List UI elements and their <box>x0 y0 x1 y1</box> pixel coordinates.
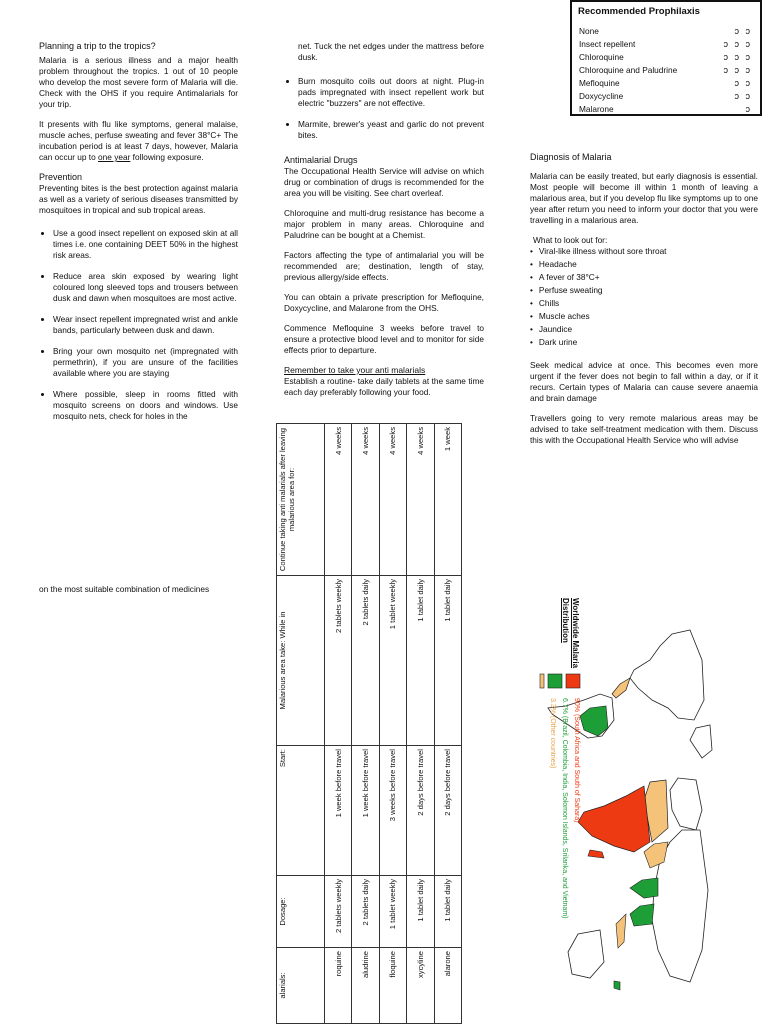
remote-travel-paragraph: Travellers going to very remote malarious areas may be advised to take self-treatment medication with them. Discuss this with the Occupational Health Service who will advise <box>530 413 758 445</box>
intro-paragraph: Malaria is a serious illness and a major health problem throughout the tropics. 1 out of 10 people who develop the most severe form of Malaria will die. Check with the OHS if you require Antimalarials for your trip. <box>39 55 238 109</box>
dosage-table-panel <box>276 427 462 1024</box>
table-cell: roquine <box>324 948 351 1024</box>
table-cell: 1 tablet daily <box>407 876 434 948</box>
prevention-paragraph: Preventing bites is the best protection against malaria as well as a variety of serious diseases transmitted by mosquitoes in tropical and sub tropical areas. <box>39 183 238 215</box>
look-out-label: What to look out for: <box>533 235 608 245</box>
table-cell: 3 weeks before travel <box>379 746 406 876</box>
table-header-row <box>277 424 325 1024</box>
table-cell: 1 week <box>434 424 461 576</box>
prophylaxis-row <box>572 77 760 90</box>
tick-icon: ↄ ↄ <box>734 78 752 88</box>
net-continuation: net. Tuck the net edges under the mattress before dusk. <box>298 41 484 62</box>
drugs-paragraph-4: You can obtain a private prescription for Mefloquine, Doxycycline, and Malarone from the OHS. <box>284 292 484 313</box>
symptom-list <box>530 246 758 348</box>
table-cell: 2 days before travel <box>407 746 434 876</box>
table-cell: 1 tablet weekly <box>379 876 406 948</box>
table-cell: 2 tablets daily <box>352 576 379 746</box>
table-cell: xycyline <box>407 948 434 1024</box>
legend-text-orange: 3.3% (Other countries) <box>549 698 556 769</box>
prophylaxis-title: Recommended Prophilaxis <box>578 6 700 17</box>
list-item: • Viral-like illness without sore throat <box>530 246 758 257</box>
africa-subsahara-shape <box>578 786 650 852</box>
list-item: • Reduce area skin exposed by wearing light coloured long sleeved tops and trousers between dusk and dawn when mosquitoes are most active. <box>53 271 238 304</box>
symptoms-text-a: It presents with flu like symptoms, general malaise, muscle aches, perfuse sweating and fever 38°C+ The incubation period is at least 7 days, however, Malaria can occur up to <box>39 119 238 162</box>
list-item: • Wear insect repellent impregnated wrist and ankle bands, particularly between dusk and dawn. <box>53 314 238 336</box>
seek-advice-paragraph: Seek medical advice at once. This becomes even more urgent if the fever does not begin to fall within a day, or if it recurs. Certain types of Malaria can cause severe anaemia and brain damage <box>530 360 758 403</box>
list-item: • Marmite, brewer's yeast and garlic do not prevent bites. <box>298 119 484 141</box>
table-cell: 2 tablets weekly <box>324 876 351 948</box>
list-item: • Jaundice <box>530 324 758 335</box>
list-item: • A fever of 38°C+ <box>530 272 758 283</box>
legend-text-green: 6.7% (Brazil, Colombia, India, Solomon Islands, Srilanka, and Vietnam) <box>561 698 568 919</box>
prevention-list-cont <box>284 76 484 141</box>
north-america-shape <box>630 630 704 720</box>
table-cell: 1 tablet weekly <box>379 576 406 746</box>
tick-icon: ↄ ↄ ↄ <box>723 39 752 49</box>
diagnosis-paragraph: Malaria can be easily treated, but early diagnosis is essential. Most people will become ill within 1 month of leaving a malarious area, but if you develop flu like symptoms up to one year after return you need to inform your doctor that you were travelling in a malarious area. <box>530 171 758 225</box>
table-cell: 2 tablets daily <box>352 876 379 948</box>
table-row <box>324 424 351 1024</box>
heading-prevention: Prevention <box>39 172 83 182</box>
prophylaxis-label: Chloroquine <box>579 52 624 62</box>
malaria-map-rotated <box>540 590 730 1024</box>
column-right <box>530 152 758 455</box>
prophylaxis-row <box>572 51 760 64</box>
prevention-list <box>39 228 238 422</box>
prophylaxis-label: Malarone <box>579 104 614 114</box>
table-header: Continue taking anti malarials after leaving malarious area for: <box>277 424 325 576</box>
prophylaxis-label: Doxycycline <box>579 91 624 101</box>
table-header: Malarious area take: While in <box>277 576 325 746</box>
table-cell: 1 tablet daily <box>434 876 461 948</box>
table-cell: alarone <box>434 948 461 1024</box>
dosage-table-rotated <box>276 427 462 1024</box>
prophylaxis-box <box>570 0 762 116</box>
legend-swatch-orange <box>540 674 544 688</box>
madagascar-shape <box>588 850 604 858</box>
table-cell: 1 tablet daily <box>434 576 461 746</box>
drugs-paragraph-1: The Occupational Health Service will advise on which drug or combination of drugs is recommended for the area you will be visiting. See chart overleaf. <box>284 166 484 198</box>
table-cell: 1 tablet daily <box>407 576 434 746</box>
prophylaxis-row <box>572 64 760 77</box>
table-cell: 4 weeks <box>324 424 351 576</box>
tick-icon: ↄ ↄ ↄ <box>723 52 752 62</box>
table-row <box>379 424 406 1024</box>
solomon-islands-shape <box>614 981 620 990</box>
table-row <box>434 424 461 1024</box>
australia-shape <box>568 930 604 978</box>
table-cell: 4 weeks <box>352 424 379 576</box>
heading-planning-trip: Planning a trip to the tropics? <box>39 41 156 51</box>
column-middle <box>284 41 484 407</box>
list-item: • Headache <box>530 259 758 270</box>
greenland-shape <box>690 725 712 758</box>
list-item: • Bring your own mosquito net (impregnated with permethrin), if you are unsure of the facilities available where you are staying <box>53 346 238 379</box>
prophylaxis-row <box>572 38 760 51</box>
drugs-paragraph-3: Factors affecting the type of antimalarial you will be recommended are; destination, length of stay, previous allergy/side effects. <box>284 250 484 282</box>
prophylaxis-label: None <box>579 26 599 36</box>
map-title-line1: Worldwide Malaria <box>571 598 580 669</box>
table-header: Dosage: <box>277 876 325 948</box>
legend-text-red: 90% (South Africa and South of Sahara) <box>573 698 580 823</box>
table-header: alarials: <box>277 948 325 1024</box>
table-header: Start: <box>277 746 325 876</box>
routine-paragraph: Establish a routine- take daily tablets at the same time each day preferably following your food. <box>284 376 484 397</box>
map-title <box>560 598 580 668</box>
table-cell: 1 week before travel <box>324 746 351 876</box>
heading-antimalarial-drugs: Antimalarial Drugs <box>284 155 358 165</box>
prophylaxis-row <box>572 103 760 116</box>
prophylaxis-label: Mefloquine <box>579 78 620 88</box>
table-cell: 2 days before travel <box>434 746 461 876</box>
table-cell: 2 tablets weekly <box>324 576 351 746</box>
list-item: • Perfuse sweating <box>530 285 758 296</box>
table-cell: 4 weeks <box>379 424 406 576</box>
indonesia-shape <box>616 914 626 948</box>
legend-swatch-red <box>566 674 580 688</box>
prophylaxis-row <box>572 90 760 103</box>
table-row <box>407 424 434 1024</box>
table-cell: 4 weeks <box>407 424 434 576</box>
symptoms-paragraph <box>39 119 238 163</box>
prophylaxis-label: Insect repellent <box>579 39 636 49</box>
remember-heading: Remember to take your anti malarials <box>284 365 426 375</box>
list-item: • Use a good insect repellent on exposed skin at all times i.e. one containing DEET 50% in the highest risk areas. <box>53 228 238 261</box>
drugs-paragraph-2: Chloroquine and multi-drug resistance has become a major problem in many areas. Chloroquine and Paludrine can be bought at a Chemist. <box>284 208 484 240</box>
malaria-map-panel <box>540 590 730 1024</box>
prophylaxis-label: Chloroquine and Paludrine <box>579 65 678 75</box>
table-cell: aludrine <box>352 948 379 1024</box>
legend-swatch-green <box>548 674 562 688</box>
table-cell: 1 week before travel <box>352 746 379 876</box>
list-item: • Muscle aches <box>530 311 758 322</box>
map-title-line2: Distribution <box>561 598 570 643</box>
dosage-table <box>276 423 462 1024</box>
column-left <box>39 41 238 432</box>
central-america-shape <box>612 678 630 698</box>
table-row <box>352 424 379 1024</box>
table-cell: floquine <box>379 948 406 1024</box>
southeast-asia-shape <box>630 904 654 926</box>
heading-diagnosis: Diagnosis of Malaria <box>530 152 612 162</box>
tick-icon: ↄ <box>745 104 752 114</box>
drugs-paragraph-5: Commence Mefloquine 3 weeks before travel to ensure a protective blood level and to monitor for side effects prior to departure. <box>284 323 484 355</box>
one-year-underlined: one year <box>98 152 131 162</box>
combination-text: on the most suitable combination of medicines <box>39 584 210 594</box>
tick-icon: ↄ ↄ <box>734 26 752 36</box>
list-item: • Where possible, sleep in rooms fitted with mosquito screens on doors and windows. Use mosquito nets, check for holes in the <box>53 389 238 422</box>
list-item: • Burn mosquito coils out doors at night. Plug-in pads impregnated with insect repellent work but electric "buzzers" are not effective. <box>298 76 484 109</box>
list-item: • Chills <box>530 298 758 309</box>
symptoms-text-b: following exposure. <box>130 152 204 162</box>
prophylaxis-row <box>572 25 760 38</box>
list-item: • Dark urine <box>530 337 758 348</box>
india-shape <box>630 878 658 898</box>
europe-shape <box>670 778 702 830</box>
tick-icon: ↄ ↄ <box>734 91 752 101</box>
tick-icon: ↄ ↄ ↄ <box>723 65 752 75</box>
